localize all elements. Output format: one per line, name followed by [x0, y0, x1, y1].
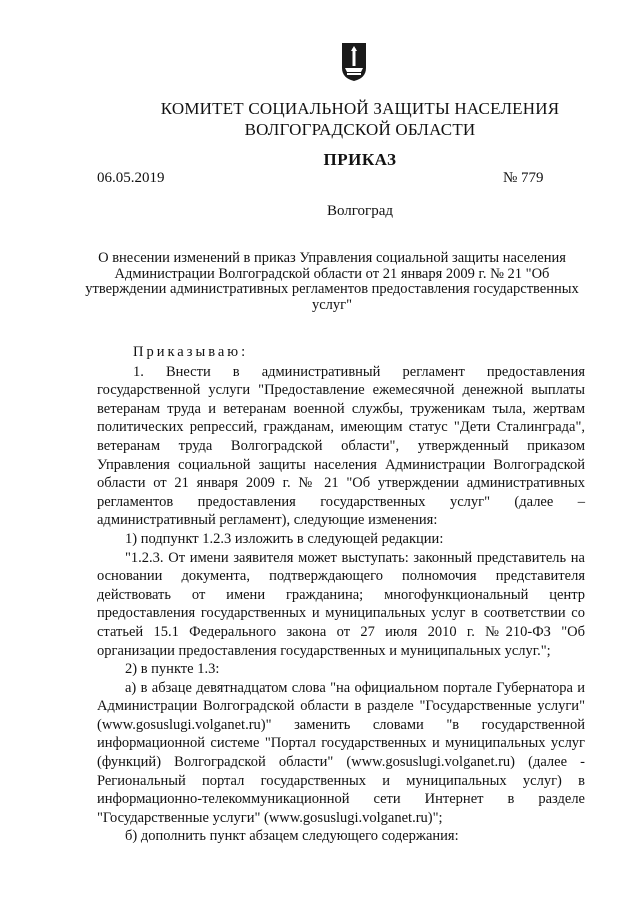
paragraph: "1.2.3. От имени заявителя может выступать: законный представитель на основании документа, подтверждающего полномочия представителя действовать от имени гражданина; многофункциональный центр предоставления государственных и муниципальных услуг в соответствии со статьей 15.1 Федерального закона от 27 июля 2010 г. №210-ФЗ "Об организации предоставления государственных и муниципальных услуг."; [97, 549, 585, 659]
preamble: Приказываю: [133, 344, 249, 360]
organization-name-line2: ВОЛГОГРАДСКОЙ ОБЛАСТИ [244, 120, 476, 139]
document-date: 06.05.2019 [97, 170, 165, 186]
paragraph: б) дополнить пункт абзацем следующего содержания: [125, 828, 459, 845]
document-body [97, 343, 585, 846]
document-type: ПРИКАЗ [323, 150, 397, 169]
paragraph: 1) подпункт 1.2.3 изложить в следующей редакции: [125, 530, 444, 547]
document-subject: О внесении изменений в приказ Управления социальной защиты населения Администрации Волгоградской области от 21 января 2009 г. № 21 "Об утверждении административных регламентов предоставления государственных услуг" [85, 250, 579, 313]
coat-of-arms-icon [341, 42, 367, 82]
document-city: Волгоград [326, 203, 393, 219]
paragraph: 2) в пункте 1.3: [125, 661, 220, 678]
paragraph: а) в абзаце девятнадцатом слова "на официальном портале Губернатора и Администрации Волгоградской области в разделе "Государственные услуги" (www.gosuslugi.volganet.ru)" заменить словами "в государственной информационной системе "Портал государственных и муниципальных услуг (функций) Волгоградской области" (www.gosuslugi.volganet.ru) (далее - Региональный портал государственных и муниципальных услуг) в информационно-телекоммуникационной сети Интернет в разделе "Государственные услуги" (www.gosuslugi.volganet.ru)"; [97, 679, 585, 826]
paragraph: 1. Внести в административный регламент предоставления государственной услуги "Предоставление ежемесячной денежной выплаты ветеранам труда и ветеранам военной службы, труженикам тыла, жертвам политических репрессий, гражданам, имеющим статус "Дети Сталинграда", ветеранам труда Волгоградской области", утвержденный приказом Управления социальной защиты населения Администрации Волгоградской области от 21 января 2009 г. № 21 "Об утверждении административных регламентов предоставления государственных услуг" (далее – административный регламент), следующие изменения: [97, 363, 585, 529]
organization-name-line1: КОМИТЕТ СОЦИАЛЬНОЙ ЗАЩИТЫ НАСЕЛЕНИЯ [160, 99, 560, 118]
document-number: № 779 [503, 170, 544, 186]
